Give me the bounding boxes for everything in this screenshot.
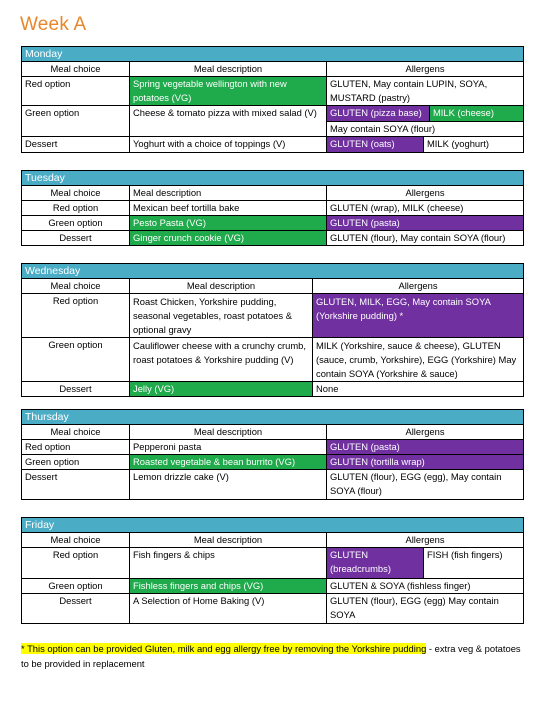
meal-description: Spring vegetable wellington with new potatoes (VG) [130,77,327,106]
allergens: GLUTEN (flour), May contain SOYA (flour) [327,231,524,246]
footnote-text: - extra veg & potatoes to be provided in replacement [21,643,521,669]
meal-choice: Dessert [22,470,130,500]
meal-description: Jelly (VG) [130,382,313,397]
menu-table-tuesday [21,170,524,246]
meal-choice: Green option [22,579,130,594]
column-header-allergens: Allergens [327,62,524,77]
footnote-highlight: * This option can be provided Gluten, milk and egg allergy free by removing the Yorkshire pudding [21,643,427,654]
allergens: GLUTEN (flour), EGG (egg) May contain SOYA [327,594,524,624]
menu-table-friday [21,517,524,624]
column-header-choice: Meal choice [22,186,130,201]
meal-description: Fish fingers & chips [130,548,327,579]
column-header-choice: Meal choice [22,425,130,440]
meal-description: A Selection of Home Baking (V) [130,594,327,624]
allergens [327,106,524,137]
allergen-tag: MILK (cheese) [430,106,523,121]
allergens: GLUTEN (pasta) [327,440,524,455]
meal-description: Cauliflower cheese with a crunchy crumb, roast potatoes & Yorkshire pudding (V) [130,338,313,382]
page-title: Week A [20,14,87,35]
meal-description: Lemon drizzle cake (V) [130,470,327,500]
footnote [21,641,521,671]
menu-table-monday [21,46,524,153]
meal-description: Mexican beef tortilla bake [130,201,327,216]
allergen-note: May contain SOYA (flour) [330,123,436,134]
meal-description: Cheese & tomato pizza with mixed salad (V) [130,106,327,137]
column-header-description: Meal description [130,279,313,294]
column-header-allergens: Allergens [327,186,524,201]
column-header-choice: Meal choice [22,279,130,294]
allergens: None [313,382,524,397]
allergen-tag: GLUTEN (breadcrumbs) [327,548,424,578]
day-header: Friday [22,518,524,533]
allergen-tag: FISH (fish fingers) [427,549,503,560]
meal-choice: Green option [22,216,130,231]
meal-description: Pesto Pasta (VG) [130,216,327,231]
meal-choice: Red option [22,440,130,455]
column-header-description: Meal description [130,425,327,440]
allergens: GLUTEN, MILK, EGG, May contain SOYA (Yorkshire pudding) * [313,294,524,338]
column-header-description: Meal description [130,186,327,201]
meal-choice: Red option [22,201,130,216]
allergens: GLUTEN (flour), EGG (egg), May contain SOYA (flour) [327,470,524,500]
day-header: Wednesday [22,264,524,279]
day-header: Thursday [22,410,524,425]
meal-description: Pepperoni pasta [130,440,327,455]
allergens: GLUTEN (pasta) [327,216,524,231]
allergens [327,137,524,153]
column-header-description: Meal description [130,533,327,548]
meal-choice: Red option [22,548,130,579]
allergens: MILK (Yorkshire, sauce & cheese), GLUTEN (sauce, crumb, Yorkshire), EGG (Yorkshire) May contain SOYA (Yorkshire & sauce) [313,338,524,382]
allergen-tag: MILK (yoghurt) [427,138,489,149]
meal-choice: Dessert [22,137,130,153]
meal-choice: Green option [22,338,130,382]
meal-choice: Red option [22,294,130,338]
allergen-tag: GLUTEN (oats) [327,137,424,152]
meal-choice: Dessert [22,594,130,624]
meal-choice: Green option [22,455,130,470]
meal-description: Fishless fingers and chips (VG) [130,579,327,594]
allergens: GLUTEN (tortilla wrap) [327,455,524,470]
day-header: Tuesday [22,171,524,186]
allergens: GLUTEN (wrap), MILK (cheese) [327,201,524,216]
column-header-choice: Meal choice [22,62,130,77]
menu-table-wednesday [21,263,524,397]
column-header-allergens: Allergens [327,533,524,548]
allergens [327,548,524,579]
meal-choice: Dessert [22,382,130,397]
allergens: GLUTEN & SOYA (fishless finger) [327,579,524,594]
meal-description: Ginger crunch cookie (VG) [130,231,327,246]
meal-description: Yoghurt with a choice of toppings (V) [130,137,327,153]
meal-choice: Red option [22,77,130,106]
column-header-description: Meal description [130,62,327,77]
allergen-tag: GLUTEN (pizza base) [327,106,430,121]
meal-choice: Dessert [22,231,130,246]
meal-choice: Green option [22,106,130,137]
column-header-allergens: Allergens [313,279,524,294]
meal-description: Roast Chicken, Yorkshire pudding, seasonal vegetables, roast potatoes & optional gravy [130,294,313,338]
day-header: Monday [22,47,524,62]
meal-description: Roasted vegetable & bean burrito (VG) [130,455,327,470]
allergens: GLUTEN, May contain LUPIN, SOYA, MUSTARD (pastry) [327,77,524,106]
column-header-choice: Meal choice [22,533,130,548]
menu-table-thursday [21,409,524,500]
column-header-allergens: Allergens [327,425,524,440]
